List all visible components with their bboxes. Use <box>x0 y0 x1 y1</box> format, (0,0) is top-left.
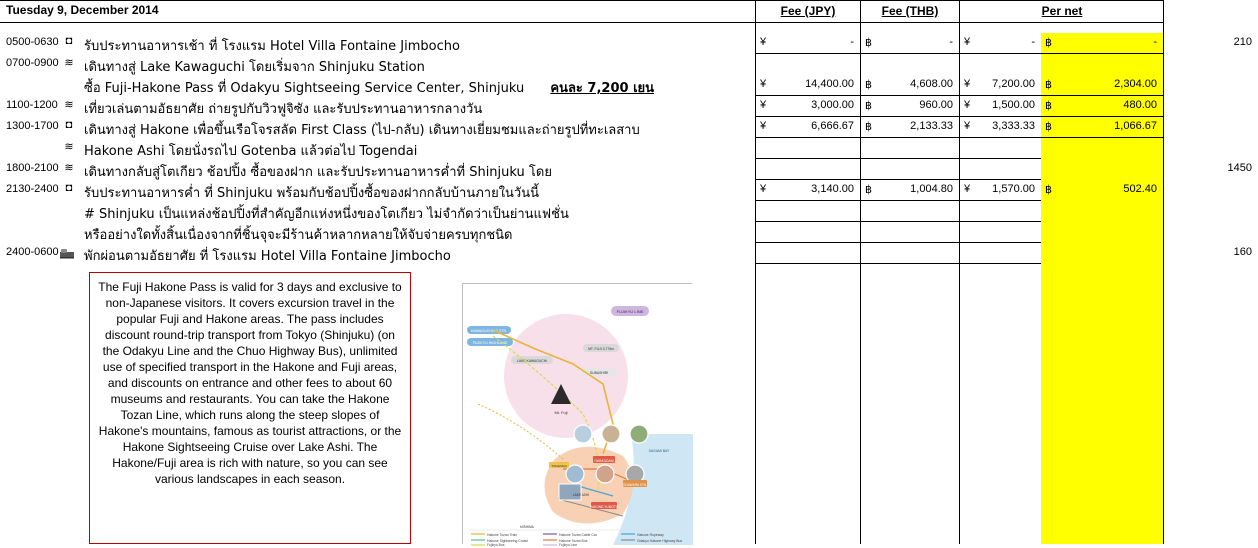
fee-jpy-cell <box>756 159 860 180</box>
fee-jpy-cell <box>756 222 860 243</box>
fee-thb-cell <box>861 138 959 159</box>
currency-symbol: ฿ <box>1045 100 1052 112</box>
amount-value: 960.00 <box>919 99 953 111</box>
row-time: 0500-0630 <box>6 36 59 48</box>
column-header-fee-jpy: Fee (JPY) <box>780 4 836 18</box>
row-description: รับประทานอาหารค่ำ ที่ Shinjuku พร้อมกับช้อปปิ้งซื้อของฝากกลับบ้านภายในวันนี้ <box>84 186 540 201</box>
svg-text:Fujikyu Line: Fujikyu Line <box>559 543 578 547</box>
svg-text:MT. FUJI 3,776m: MT. FUJI 3,776m <box>588 347 614 351</box>
currency-symbol: ¥ <box>964 120 971 132</box>
per-net-jpy-cell <box>960 117 1041 138</box>
per-net-jpy-cell <box>960 222 1041 243</box>
page-title: Tuesday 9, December 2014 <box>6 3 159 17</box>
amount-value: 6,666.67 <box>811 120 854 132</box>
svg-text:OWAKUDANI: OWAKUDANI <box>594 459 614 463</box>
itinerary-row <box>0 180 1258 201</box>
column-header-per-net: Per net <box>1041 4 1083 18</box>
currency-symbol: ¥ <box>760 120 767 132</box>
pax-value: 210 <box>1233 36 1252 48</box>
fee-jpy-cell <box>756 54 860 75</box>
currency-symbol: ¥ <box>964 183 971 195</box>
row-time: 1300-1700 <box>6 120 59 132</box>
row-description: เที่ยวเล่นตามอัธยาศัย ถ่ายรูปกับวิวฟูจิซัง และรับประทานอาหารกลางวัน <box>84 102 483 117</box>
row-time: 1100-1200 <box>6 99 58 111</box>
fee-thb-cell <box>861 54 959 75</box>
amount-value: 1,066.67 <box>1114 120 1157 132</box>
meal-icon: ◘ <box>65 182 73 194</box>
amount-value: 7,200.00 <box>992 78 1035 90</box>
per-net-thb-cell <box>1041 243 1163 264</box>
svg-text:LAKE ASHI: LAKE ASHI <box>572 493 590 497</box>
hakone-fuji-map <box>462 283 692 547</box>
per-net-jpy-cell <box>960 180 1041 201</box>
svg-text:MISHIMA: MISHIMA <box>520 525 534 529</box>
itinerary-row <box>0 33 1258 54</box>
currency-symbol: ฿ <box>1045 121 1052 133</box>
row-description: หรืออย่างใดทั้งสิ้นเนื่องจากที่ชิ้นจุจะมีร้านค้าหลากหลายให้จับจ่ายครบทุกชนิด <box>84 228 513 243</box>
itinerary-row <box>0 75 1258 96</box>
per-net-thb-cell <box>1041 180 1163 201</box>
row-description: # Shinjuku เป็นแหล่งช้อปปิ้งที่สำคัญอีกแห่งหนึ่งของโตเกียว ไม่จำกัดว่าเป็นย่านแฟชั่น <box>84 207 569 222</box>
fee-jpy-cell <box>756 96 860 117</box>
currency-symbol: ฿ <box>1045 37 1052 49</box>
fee-thb-cell <box>861 96 959 117</box>
itinerary-row <box>0 54 1258 75</box>
row-description: รับประทานอาหารเช้า ที่ โรงแรม Hotel Villa Fontaine Jimbocho <box>84 39 460 54</box>
amount-value: - <box>949 36 953 48</box>
svg-text:FUJIKYU LINE: FUJIKYU LINE <box>616 309 644 314</box>
itinerary-row <box>0 96 1258 117</box>
svg-text:Hakone Tozan Bus: Hakone Tozan Bus <box>559 539 588 543</box>
per-net-thb-cell <box>1041 33 1163 54</box>
svg-text:KAWAGUCHIKO STN.: KAWAGUCHIKO STN. <box>470 329 508 333</box>
meal-icon: ◘ <box>65 35 73 47</box>
amount-value: 1,004.80 <box>910 183 953 195</box>
per-net-thb-cell <box>1041 201 1163 222</box>
amount-value: 480.00 <box>1123 99 1157 111</box>
pass-info-note: The Fuji Hakone Pass is valid for 3 days and exclusive to non-Japanese visitors. It covers excursion travel in the popular Fuji and Hakone areas. The pass includes discount round-trip transport from Tokyo (Shinjuku) (on the Odakyu Line and the Chuo Highway Bus), unlimited use of specified transport in the Hakone and Fuji areas, and discounts on entrance and other fees to about 60 museums and restaurants. You can take the Hakone Tozan Line, which runs along the steep slopes of Hakone's mountains, famous as tourist attractions, or the Hakone Sightseeing Cruise over Lake Ashi. The Hakone/Fuji area is rich with nature, so you can see various landscapes in each season. <box>89 272 411 544</box>
fee-jpy-cell <box>756 75 860 96</box>
currency-symbol: ¥ <box>964 78 971 90</box>
currency-symbol: ฿ <box>865 184 872 196</box>
svg-text:SAGAMI BAY: SAGAMI BAY <box>648 449 670 453</box>
currency-symbol: ฿ <box>865 37 872 49</box>
amount-value: 4,608.00 <box>910 78 953 90</box>
header-top-rule <box>0 0 1164 1</box>
currency-symbol: ¥ <box>964 36 971 48</box>
per-net-jpy-cell <box>960 33 1041 54</box>
row-description: เดินทางสู่ Lake Kawaguchi โดยเริ่มจาก Shinjuku Station <box>84 60 425 75</box>
fee-thb-cell <box>861 201 959 222</box>
amount-value: - <box>1031 36 1035 48</box>
per-net-thb-cell <box>1041 222 1163 243</box>
currency-symbol: ฿ <box>865 100 872 112</box>
train-icon: ≋ <box>64 162 74 174</box>
fee-jpy-cell <box>756 201 860 222</box>
svg-text:ODAWARA STN.: ODAWARA STN. <box>622 483 648 487</box>
itinerary-row <box>0 243 1258 264</box>
fee-jpy-cell <box>756 33 860 54</box>
amount-value: 2,304.00 <box>1114 78 1157 90</box>
fee-jpy-cell <box>756 243 860 264</box>
currency-symbol: ¥ <box>964 99 971 111</box>
svg-text:SUBASHIRI: SUBASHIRI <box>589 371 609 375</box>
currency-symbol: ฿ <box>1045 184 1052 196</box>
per-net-thb-cell <box>1041 117 1163 138</box>
row-description: เดินทางกลับสู่โตเกียว ช้อปปิ้ง ซื้อของฝาก และรับประทานอาหารค่ำที่ Shinjuku โดย <box>84 165 552 180</box>
itinerary-row <box>0 138 1258 159</box>
currency-symbol: ฿ <box>865 121 872 133</box>
hotel-icon-svg <box>59 247 75 259</box>
sheet-header <box>0 0 1258 22</box>
amount-value: 3,000.00 <box>811 99 854 111</box>
itinerary-row <box>0 159 1258 180</box>
itinerary-row <box>0 201 1258 222</box>
currency-symbol: ¥ <box>760 183 767 195</box>
per-net-thb-cell <box>1041 54 1163 75</box>
fee-jpy-cell <box>756 138 860 159</box>
map-svg <box>463 284 693 545</box>
amount-value: 1,570.00 <box>992 183 1035 195</box>
amount-value: 502.40 <box>1123 183 1157 195</box>
row-time: 1800-2100 <box>6 162 59 174</box>
svg-text:Fujikyu Bus: Fujikyu Bus <box>487 543 505 547</box>
row-description: พักผ่อนตามอัธยาศัย ที่ โรงแรม Hotel Villa Fontaine Jimbocho <box>84 249 451 264</box>
amount-value: 14,400.00 <box>805 78 854 90</box>
row-description <box>84 77 654 98</box>
fee-thb-cell <box>861 222 959 243</box>
fee-thb-cell <box>861 180 959 201</box>
fee-thb-cell <box>861 159 959 180</box>
fee-thb-cell <box>861 243 959 264</box>
row-time: 0700-0900 <box>6 57 59 69</box>
svg-text:Hakone Tozan Cable Car: Hakone Tozan Cable Car <box>559 533 597 537</box>
per-net-jpy-cell <box>960 201 1041 222</box>
amount-value: - <box>1153 36 1157 48</box>
per-net-jpy-cell <box>960 54 1041 75</box>
svg-text:Hakone Tozan Train: Hakone Tozan Train <box>487 533 518 537</box>
fee-jpy-cell <box>756 117 860 138</box>
row-description-highlight: คนละ 7,200 เยน <box>550 81 655 96</box>
itinerary-row <box>0 117 1258 138</box>
svg-text:TOGENDAI: TOGENDAI <box>551 464 567 468</box>
per-net-thb-cell <box>1041 75 1163 96</box>
svg-text:Hakone Sightseeing Cruise: Hakone Sightseeing Cruise <box>487 539 529 543</box>
currency-symbol: ¥ <box>760 99 767 111</box>
meal-icon: ◘ <box>65 119 73 131</box>
currency-symbol: ฿ <box>865 79 872 91</box>
row-time: 2400-0600 <box>6 246 59 258</box>
per-net-jpy-cell <box>960 243 1041 264</box>
svg-text:Hakone Ropeway: Hakone Ropeway <box>637 533 664 537</box>
row-description: Hakone Ashi โดยนั่งรถไป Gotenba แล้วต่อไป Togendai <box>84 144 418 159</box>
pax-value: 160 <box>1233 246 1252 258</box>
svg-text:FUJIKYU HIGHLAND: FUJIKYU HIGHLAND <box>472 341 508 345</box>
svg-text:Odakyu Hakone Highway Bus: Odakyu Hakone Highway Bus <box>637 539 683 543</box>
fee-jpy-cell <box>756 180 860 201</box>
per-net-thb-cell <box>1041 138 1163 159</box>
train-icon: ≋ <box>64 99 74 111</box>
row-time: 2130-2400 <box>6 183 59 195</box>
currency-symbol: ¥ <box>760 36 767 48</box>
amount-value: 2,133.33 <box>910 120 953 132</box>
fee-thb-cell <box>861 33 959 54</box>
amount-value: - <box>850 36 854 48</box>
svg-text:LAKE KAWAGUCHI: LAKE KAWAGUCHI <box>516 359 548 363</box>
fee-thb-cell <box>861 75 959 96</box>
row-description-text: ซื้อ Fuji-Hakone Pass ที่ Odakyu Sightseeing Service Center, Shinjuku <box>84 81 525 96</box>
per-net-thb-cell <box>1041 96 1163 117</box>
svg-text:HAKONE-YUMOTO: HAKONE-YUMOTO <box>589 505 619 509</box>
train-icon: ≋ <box>64 141 74 153</box>
fee-thb-cell <box>861 117 959 138</box>
amount-value: 3,140.00 <box>811 183 854 195</box>
currency-symbol: ฿ <box>1045 79 1052 91</box>
header-bottom-rule <box>0 22 1164 23</box>
column-header-fee-thb: Fee (THB) <box>881 4 939 18</box>
svg-text:Mt. Fuji: Mt. Fuji <box>554 410 568 415</box>
per-net-jpy-cell <box>960 159 1041 180</box>
train-icon: ≋ <box>64 57 74 69</box>
row-description: เดินทางสู่ Hakone เพื่อขึ้นเรือโจรสลัด First Class (ไป-กลับ) เดินทางเยี่ยมชมและถ่ายรูปที่ทะเลสาบ <box>84 123 640 138</box>
hotel-icon <box>58 247 76 262</box>
per-net-thb-cell <box>1041 159 1163 180</box>
amount-value: 1,500.00 <box>992 99 1035 111</box>
itinerary-row <box>0 222 1258 243</box>
pax-value: 1450 <box>1227 162 1252 174</box>
per-net-jpy-cell <box>960 96 1041 117</box>
per-net-jpy-cell <box>960 138 1041 159</box>
amount-value: 3,333.33 <box>992 120 1035 132</box>
per-net-jpy-cell <box>960 75 1041 96</box>
currency-symbol: ¥ <box>760 78 767 90</box>
